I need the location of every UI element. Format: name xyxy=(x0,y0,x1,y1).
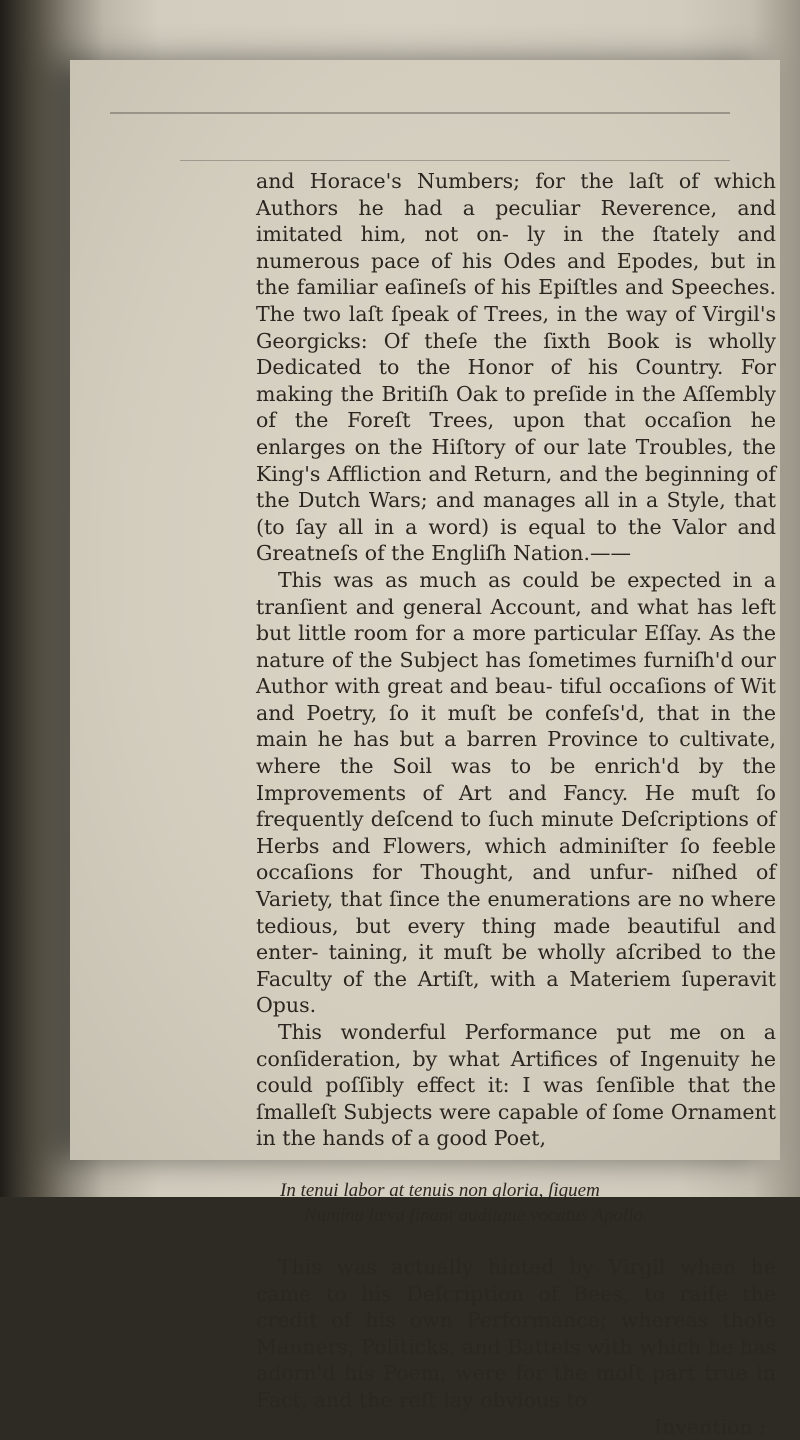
body-text xyxy=(256,168,776,1440)
line: I was ſenſible that the ſmalleſt Subjects were capable of xyxy=(256,1073,776,1124)
verse-line: In tenui labor at tenuis non gloria, ſiquem xyxy=(280,1179,600,1201)
line: taining, it muſt be wholly aſcribed to the Faculty of the xyxy=(256,940,776,991)
line: he had a peculiar Reverence, and imitated him, not on- xyxy=(256,195,776,247)
line: niſhed of Variety, that ſince the enumerations are no xyxy=(256,860,776,912)
line: all in a word) is equal to the Valor and Greatneſs of the xyxy=(256,514,776,566)
header-rule xyxy=(180,160,730,161)
paragraph-1 xyxy=(256,168,776,567)
paragraph-2 xyxy=(256,567,776,1019)
line: ſuch minute Deſcriptions of Herbs and Flowers, which xyxy=(256,807,776,858)
line: that in the main he has but a barren Province to cultivate, xyxy=(256,700,776,752)
line: has ſometimes furniſh'd our Author with great and beau- xyxy=(256,647,776,699)
line: Battels with which he has adorn'd his Poem, were for xyxy=(256,1334,776,1386)
line: where tedious, but every thing made beautiful and enter- xyxy=(256,887,776,965)
line: a more particular Eſſay. As the nature of the Subject xyxy=(256,621,776,672)
line: ſome Ornament in the hands of a good Poet, xyxy=(256,1099,776,1151)
line: the moſt part true in Fact, and the reſt lay obvious to xyxy=(256,1361,776,1412)
line: and general Account, and what has left but little room for xyxy=(256,594,776,646)
latin-verse xyxy=(256,1178,776,1228)
line: and Horace's Numbers; for the laſt of which Authors xyxy=(256,169,776,220)
top-rule xyxy=(110,112,730,114)
line: to preſide in the Aſſembly of the Foreſt Trees, upon that xyxy=(256,381,776,433)
verse-line: Numina læva ſinant auditque vocatus Apollo. xyxy=(304,1204,648,1226)
line: of Art and Fancy. He muſt ſo frequently deſcend to xyxy=(256,780,776,832)
line: adminiſter ſo feeble occaſions for Thought, and unfur- xyxy=(256,833,776,885)
line: This was actually hinted by Virgil when he came to xyxy=(256,1254,776,1306)
line: the Honor of his Country. For making the Britiſh Oak xyxy=(256,355,776,406)
line: where the Soil was to be enrich'd by the Improvements xyxy=(256,754,776,805)
line: the Dutch Wars; and manages all in a Style, that (to ſay xyxy=(256,488,776,539)
paragraph-4 xyxy=(256,1254,776,1414)
line: by what Artifices of Ingenuity he could poſſibly effect it: xyxy=(256,1046,776,1098)
line: The two laſt ſpeak of Trees, in the way of Virgil's xyxy=(256,301,776,326)
line: his Deſcription of Bees, to raiſe the credit of his own xyxy=(256,1281,776,1333)
line: occaſion he enlarges on the Hiſtory of our late Troubles, xyxy=(256,408,776,459)
line: Engliſh Nation.—— xyxy=(431,541,632,566)
line: Performance; whereas thoſe Manners, Politicks, and xyxy=(256,1308,776,1359)
line: This was as much as could be expected in a tranſient xyxy=(256,567,776,619)
catchword: Invention ; xyxy=(654,1414,766,1439)
paragraph-3 xyxy=(256,1019,776,1152)
line: the King's Affliction and Return, and the beginning of xyxy=(256,434,776,486)
line: but in the familiar eaſineſs of his Epiſtles and Speeches. xyxy=(256,248,776,300)
line: tiful occaſions of Wit and Poetry, ſo it muſt be confeſs'd, xyxy=(256,674,776,725)
line: Artiſt, with a Materiem ſuperavit Opus. xyxy=(256,966,776,1018)
line: This wonderful Performance put me on a conſideration, xyxy=(256,1020,776,1071)
line: Georgicks: Of theſe the ſixth Book is wholly Dedicated to xyxy=(256,328,776,380)
line: ly in the ſtately and numerous pace of his Odes and Epodes, xyxy=(256,222,776,273)
